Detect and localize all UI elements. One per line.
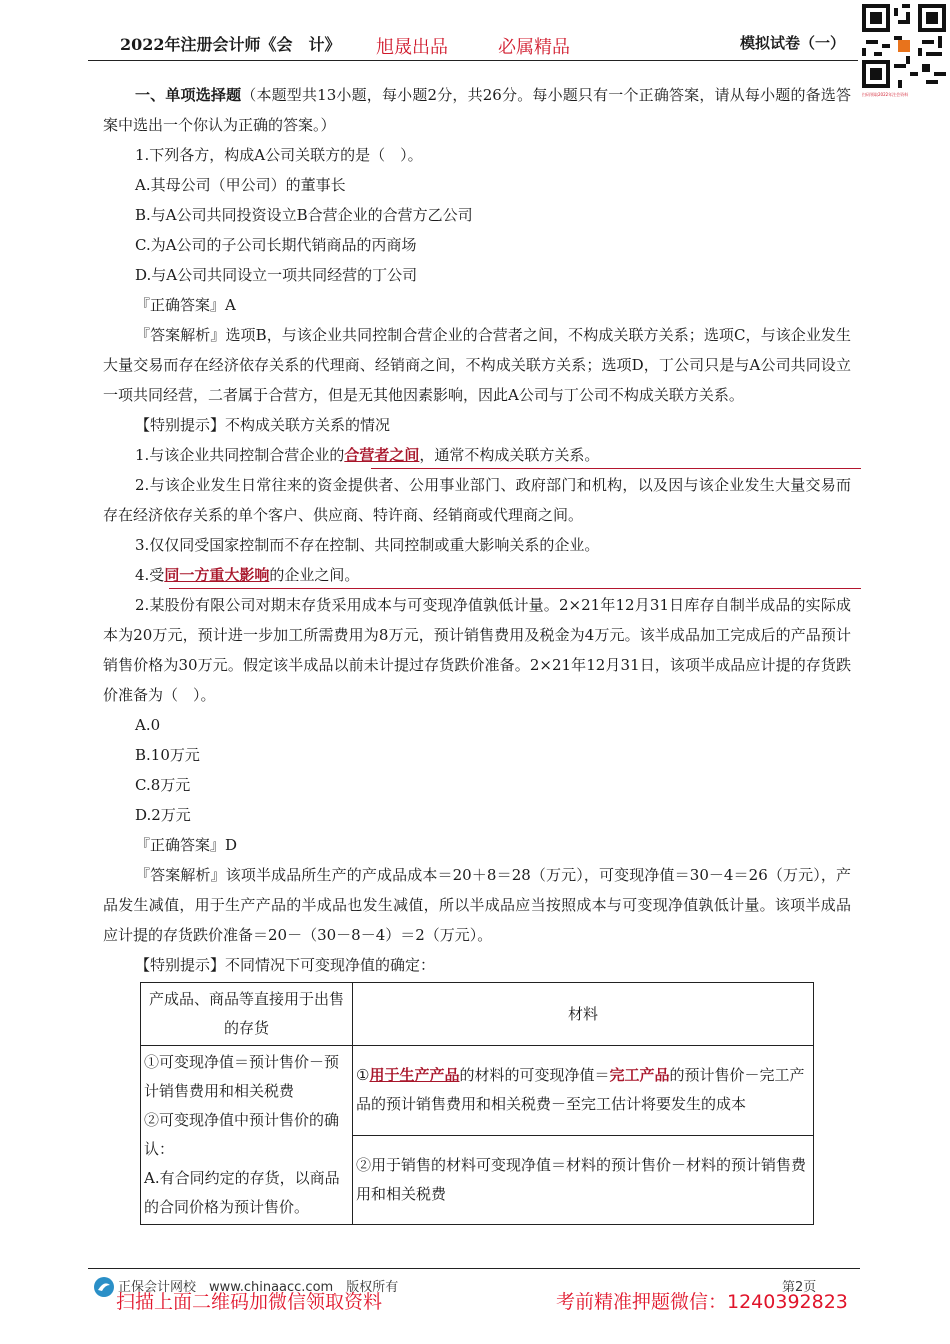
table-header-goods: 产成品、商品等直接用于出售的存货 (141, 983, 353, 1046)
section-intro (103, 80, 851, 140)
table-header-materials: 材料 (353, 983, 814, 1046)
chinaacc-logo-icon (93, 1276, 115, 1298)
tip-title: 不构成关联方关系的情况 (225, 416, 391, 434)
section-title: 一、单项选择题 (135, 86, 242, 104)
materials-rule-1-mid: 的材料的可变现净值＝ (459, 1066, 610, 1085)
brand-right: 必属精品 (498, 37, 570, 58)
header-divider (88, 60, 858, 61)
exam-content (103, 80, 851, 1225)
footer-copyright: 正保会计网校 www.chinaacc.com 版权所有 (118, 1280, 399, 1295)
goods-rule-1: ①可变现净值＝预计售价－预计销售费用和相关税费 (144, 1053, 340, 1100)
header-exam-title: 模拟试卷（一） (740, 34, 846, 52)
section-description: （本题型共13小题，每小题2分，共26分。每小题只有一个正确答案，请从每小题的备选答案中选出一个你认为正确的答案。） (103, 86, 851, 134)
goods-rule-3: A.有合同约定的存货，以商品的合同价格为预计售价。 (144, 1169, 340, 1216)
question-2-option-b: B.10万元 (135, 746, 200, 764)
question-1-option-b: B.与A公司共同投资设立B合营企业的合营方乙公司 (135, 206, 473, 224)
tip-title: 不同情况下可变现净值的确定： (225, 956, 436, 974)
question-2-option-c: C.8万元 (135, 776, 191, 794)
table-header-row (141, 983, 814, 1046)
goods-rule-2: ②可变现净值中预计售价的确认： (144, 1111, 340, 1158)
question-2-option-a: A.0 (135, 716, 161, 734)
table-cell-materials-sale: ②用于销售的材料可变现净值＝材料的预计售价－材料的预计销售费用和相关税费 (353, 1135, 814, 1225)
promo-scan-qr: 扫描上面二维码加微信领取资料 (116, 1291, 383, 1313)
question-1-option-a: A.其母公司（甲公司）的董事长 (135, 176, 346, 194)
question-2-answer: 『正确答案』D (135, 836, 238, 854)
question-1-analysis: 『答案解析』选项B，与该企业共同控制合营企业的合营者之间，不构成关联方关系；选项C，与该企业发生大量交易而存在经济依存关系的代理商、经销商之间，不构成关联方关系；选项D，丁公司只是与A公司共同设立一项共同经营，二者属于合营方，但是无其他因素影响，因此A公司与丁公司不构成关联方关系。 (103, 326, 851, 404)
tip-4-text-end: 的企业之间。 (269, 566, 360, 584)
qr-code-icon (862, 4, 946, 88)
materials-rule-1-prefix: ① (356, 1066, 370, 1085)
question-2-tip-heading (103, 950, 851, 980)
nrv-comparison-table (140, 982, 814, 1225)
promo-wechat: 考前精准押题微信：1240392823 (556, 1291, 848, 1313)
annotation-underline (169, 588, 861, 589)
tip-1-highlight: 合营者之间 (344, 446, 420, 464)
question-1-tip-2: 2.与该企业发生日常往来的资金提供者、公用事业部门、政府部门和机构，以及因与该企业发生大量交易而存在经济依存关系的单个客户、供应商、特许商、经销商或代理商之间。 (103, 476, 851, 524)
question-1-tip-heading (103, 410, 851, 440)
brand-left: 旭晟出品 (376, 37, 448, 58)
tip-label: 【特别提示】 (135, 956, 226, 974)
page-number: 第2页 (782, 1280, 817, 1295)
footer-divider (88, 1268, 860, 1269)
question-2-option-d: D.2万元 (135, 806, 191, 824)
table-cell-materials-production (353, 1046, 814, 1136)
question-1-answer: 『正确答案』A (135, 296, 236, 314)
header-title: 2022年注册会计师《会 计》 (120, 35, 341, 54)
question-1-tip-1 (103, 440, 851, 470)
materials-highlight-production: 用于生产产品 (369, 1066, 460, 1085)
question-1-option-c: C.为A公司的子公司长期代销商品的丙商场 (135, 236, 417, 254)
question-1-tip-4 (103, 560, 851, 590)
question-2-analysis: 『答案解析』该项半成品所生产的产成品成本＝20＋8＝28（万元），可变现净值＝30－4＝26（万元），产品发生减值，用于生产产品的半成品也发生减值，所以半成品应当按照成本与可变现净值孰低计量。该项半成品应计提的存货跌价准备＝20－（30－8－4）＝2（万元）。 (103, 866, 851, 944)
tip-4-highlight: 同一方重大影响 (164, 566, 270, 584)
table-cell-goods (141, 1046, 353, 1225)
materials-highlight-finished: 完工产品 (609, 1066, 670, 1085)
qr-caption: 扫码领取2022年注会资料 (862, 92, 909, 97)
tip-1-text: 1.与该企业共同控制合营企业的 (135, 446, 345, 464)
tip-label: 【特别提示】 (135, 416, 226, 434)
question-1-tip-3: 3.仅仅同受国家控制而不存在控制、共同控制或重大影响关系的企业。 (135, 536, 600, 554)
table-row (141, 1046, 814, 1136)
question-1-stem: 1.下列各方，构成A公司关联方的是（ ）。 (135, 146, 423, 164)
materials-rule-1-end: 的预计售价－完工产品的预计销售费用和相关税费－至完工估计将要发生的成本 (356, 1066, 805, 1114)
annotation-underline (371, 468, 861, 469)
question-2-stem: 2.某股份有限公司对期末存货采用成本与可变现净值孰低计量。2×21年12月31日库存自制半成品的实际成本为20万元，预计进一步加工所需费用为8万元，预计销售费用及税金为4万元。该半成品加工完成后的产品预计销售价格为30万元。假定该半成品以前未计提过存货跌价准备。2×21年12月31日，该项半成品应计提的存货跌价准备为（ ）。 (103, 596, 851, 704)
question-1-option-d: D.与A公司共同设立一项共同经营的丁公司 (135, 266, 418, 284)
tip-4-text: 4.受 (135, 566, 165, 584)
tip-1-text-end: ，通常不构成关联方关系。 (419, 446, 600, 464)
